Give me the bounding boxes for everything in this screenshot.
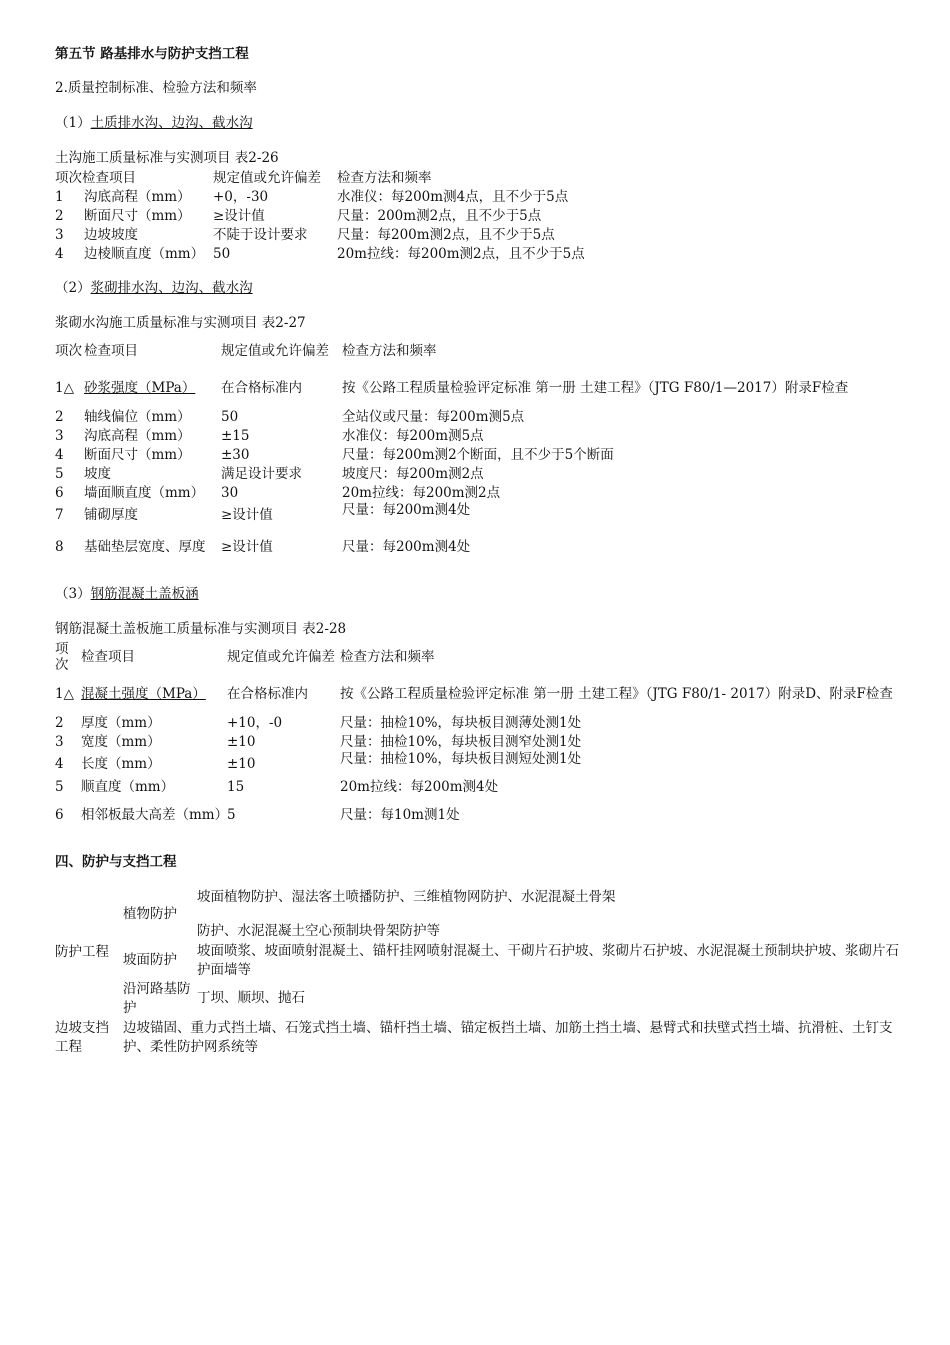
part2-heading-prefix: （2） — [55, 280, 91, 296]
header-tolerance: 规定值或允许偏差 — [213, 169, 321, 186]
row-no: 1△ — [55, 380, 74, 396]
header-method: 检查方法和频率 — [340, 649, 435, 665]
row-method: 尺量：每200m测2点，且不少于5点 — [337, 226, 555, 243]
row-item: 断面尺寸（mm） — [84, 207, 191, 224]
row-no: 6 — [55, 807, 64, 823]
table-row — [55, 369, 887, 407]
row-tolerance: 30 — [221, 484, 239, 501]
table-row — [55, 426, 887, 445]
row-item: 基础垫层宽度、厚度 — [84, 539, 206, 555]
row-no: 1△ — [55, 686, 74, 702]
row-item: 边坡坡度 — [84, 226, 138, 243]
row-item: 边棱顺直度（mm） — [84, 245, 205, 262]
slope-label: 坡面防护 — [123, 952, 177, 968]
table-row — [55, 713, 896, 732]
row-method: 尺量：200m测2点，且不少于5点 — [337, 207, 542, 224]
row-method: 全站仪或尺量：每200m测5点 — [342, 408, 525, 425]
row-no: 5 — [55, 778, 64, 795]
header-tolerance: 规定值或允许偏差 — [221, 343, 329, 359]
river-text: 丁坝、顺坝、抛石 — [197, 990, 305, 1006]
row-tolerance: 50 — [221, 408, 239, 425]
row-no: 3 — [55, 427, 64, 444]
table-row — [55, 796, 896, 834]
plant-text-1: 坡面植物防护、湿法客土喷播防护、三维植物网防护、水泥混凝土骨架 — [197, 889, 616, 905]
table-row — [55, 244, 585, 263]
protection-label: 防护工程 — [55, 944, 109, 960]
part2-heading-text: 浆砌排水沟、边沟、截水沟 — [90, 280, 253, 296]
row-method: 尺量：每200m测4处 — [342, 539, 471, 555]
row-item: 断面尺寸（mm） — [84, 446, 191, 463]
row-item: 沟底高程（mm） — [84, 188, 191, 205]
row-item: 宽度（mm） — [81, 733, 161, 750]
row-tolerance: ≥设计值 — [213, 207, 265, 224]
row-no: 4 — [55, 446, 64, 463]
row-item: 沟底高程（mm） — [84, 427, 191, 444]
row-method: 20m拉线：每200m测2点 — [342, 484, 501, 501]
row-method: 20m拉线：每200m测4处 — [340, 778, 499, 795]
header-no-item: 项次检查项目 — [55, 169, 136, 186]
header-no: 项次 — [55, 343, 82, 359]
header-item: 检查项目 — [81, 649, 135, 665]
row-method: 按《公路工程质量检验评定标准 第一册 土建工程》（JTG F80/1—2017）附录F检查 — [342, 380, 849, 396]
row-tolerance: 50 — [213, 245, 231, 262]
header-method: 检查方法和频率 — [337, 169, 432, 186]
table-header — [55, 639, 896, 675]
plant-label: 植物防护 — [123, 906, 177, 922]
table-row — [55, 528, 887, 566]
part1-heading-text: 土质排水沟、边沟、截水沟 — [90, 115, 253, 131]
table-header — [55, 168, 585, 187]
row-tolerance: 在合格标准内 — [221, 380, 302, 396]
row-method: 尺量：抽检10%，每块板目测窄处测1处 — [340, 733, 582, 750]
table-row — [55, 206, 585, 225]
table-row — [55, 187, 585, 206]
table-row — [55, 464, 887, 483]
part3-heading-text: 钢筋混凝土盖板涵 — [90, 586, 199, 602]
table-2-27-caption: 浆砌水沟施工质量标准与实测项目 表2-27 — [55, 315, 306, 331]
table-row — [55, 445, 887, 464]
river-label: 沿河路基防护 — [123, 981, 191, 1016]
row-tolerance: 不陡于设计要求 — [213, 226, 308, 243]
row-no: 6 — [55, 484, 64, 501]
row-tolerance: ±15 — [221, 427, 250, 444]
row-item: 相邻板最大高差（mm） — [81, 807, 229, 823]
row-no: 4 — [55, 756, 64, 772]
retain-label: 边坡支挡工程 — [55, 1020, 109, 1055]
row-no: 1 — [55, 188, 64, 205]
header-tolerance: 规定值或允许偏差 — [227, 649, 335, 665]
row-no: 4 — [55, 245, 64, 262]
retain-text: 边坡锚固、重力式挡土墙、石笼式挡土墙、锚杆挡土墙、锚定板挡土墙、加筋土挡土墙、悬臂式和扶壁式挡土墙、抗滑桩、土钉支护、柔性防护网系统等 — [123, 1020, 893, 1055]
row-item-text: 混凝土强度（MPa） — [81, 686, 206, 702]
table-2-26-caption: 土沟施工质量标准与实测项目 表2-26 — [55, 150, 279, 166]
table-row — [55, 407, 887, 426]
row-method: 尺量：抽检10%，每块板目测短处测1处 — [340, 751, 582, 767]
slope-text: 坡面喷浆、坡面喷射混凝土、锚杆挂网喷射混凝土、干砌片石护坡、浆砌片石护坡、水泥混凝土预制块护坡、浆砌片石护面墙等 — [197, 943, 899, 978]
row-item: 厚度（mm） — [81, 714, 161, 731]
row-method: 按《公路工程质量检验评定标准 第一册 土建工程》（JTG F80/1- 2017）附录D、附录F检查 — [340, 686, 893, 702]
table-row — [55, 225, 585, 244]
section-title: 第五节 路基排水与防护支挡工程 — [55, 46, 249, 62]
part3-heading-prefix: （3） — [55, 586, 91, 602]
subsection-title: 2.质量控制标准、检验方法和频率 — [55, 80, 257, 96]
row-item: 铺砌厚度 — [84, 507, 138, 523]
row-no: 2 — [55, 207, 64, 224]
table-2-27 — [55, 333, 887, 566]
row-tolerance: +10，-0 — [227, 714, 283, 731]
table-2-28-caption: 钢筋混凝土盖板施工质量标准与实测项目 表2-28 — [55, 621, 347, 637]
row-no: 3 — [55, 733, 64, 750]
part4-heading: 四、防护与支挡工程 — [55, 854, 177, 870]
row-tolerance: +0，-30 — [213, 188, 269, 205]
table-row — [55, 483, 887, 502]
table-row — [55, 675, 896, 713]
row-item — [81, 675, 227, 713]
row-method: 尺量：每200m测2个断面，且不少于5个断面 — [342, 446, 614, 463]
row-no: 2 — [55, 408, 64, 425]
row-tolerance: ≥设计值 — [221, 507, 273, 523]
row-tolerance: 在合格标准内 — [227, 686, 308, 702]
table-2-26 — [55, 168, 585, 263]
table-row — [55, 777, 896, 796]
row-method: 水准仪：每200m测4点，且不少于5点 — [337, 188, 569, 205]
table-2-28 — [55, 639, 896, 834]
table-row — [55, 502, 887, 528]
row-method: 20m拉线：每200m测2点，且不少于5点 — [337, 245, 585, 262]
header-item: 检查项目 — [84, 343, 138, 359]
table-header — [55, 333, 887, 369]
row-no: 5 — [55, 465, 64, 482]
part3-heading — [55, 585, 199, 604]
row-item: 墙面顺直度（mm） — [84, 484, 205, 501]
part2-heading — [55, 279, 253, 298]
row-method: 水准仪：每200m测5点 — [342, 427, 484, 444]
row-item: 长度（mm） — [81, 756, 161, 772]
row-tolerance: 5 — [227, 807, 236, 823]
row-method: 尺量：每200m测4处 — [342, 502, 471, 518]
row-no: 2 — [55, 714, 64, 731]
row-method: 坡度尺：每200m测2点 — [342, 465, 484, 482]
row-tolerance: ±30 — [221, 446, 250, 463]
row-no: 3 — [55, 226, 64, 243]
row-method: 尺量：每10m测1处 — [340, 807, 460, 823]
row-item: 坡度 — [84, 465, 111, 482]
row-tolerance: 满足设计要求 — [221, 465, 302, 482]
part1-heading-prefix: （1） — [55, 115, 91, 131]
row-no: 8 — [55, 539, 64, 555]
header-no: 项次 — [55, 641, 69, 673]
row-method: 尺量：抽检10%，每块板目测薄处测1处 — [340, 714, 582, 731]
row-item: 顺直度（mm） — [81, 778, 175, 795]
row-tolerance: ±10 — [227, 733, 256, 750]
row-tolerance: 15 — [227, 778, 245, 795]
table-row — [55, 732, 896, 751]
row-tolerance: ≥设计值 — [221, 539, 273, 555]
row-no: 7 — [55, 507, 64, 523]
table-row — [55, 751, 896, 777]
row-item: 轴线偏位（mm） — [84, 408, 191, 425]
row-item: 砂浆强度（MPa） — [84, 380, 196, 396]
row-tolerance: ±10 — [227, 756, 256, 772]
plant-text-2: 防护、水泥混凝土空心预制块骨架防护等 — [197, 923, 440, 939]
part1-heading — [55, 114, 253, 133]
header-method: 检查方法和频率 — [342, 343, 437, 359]
